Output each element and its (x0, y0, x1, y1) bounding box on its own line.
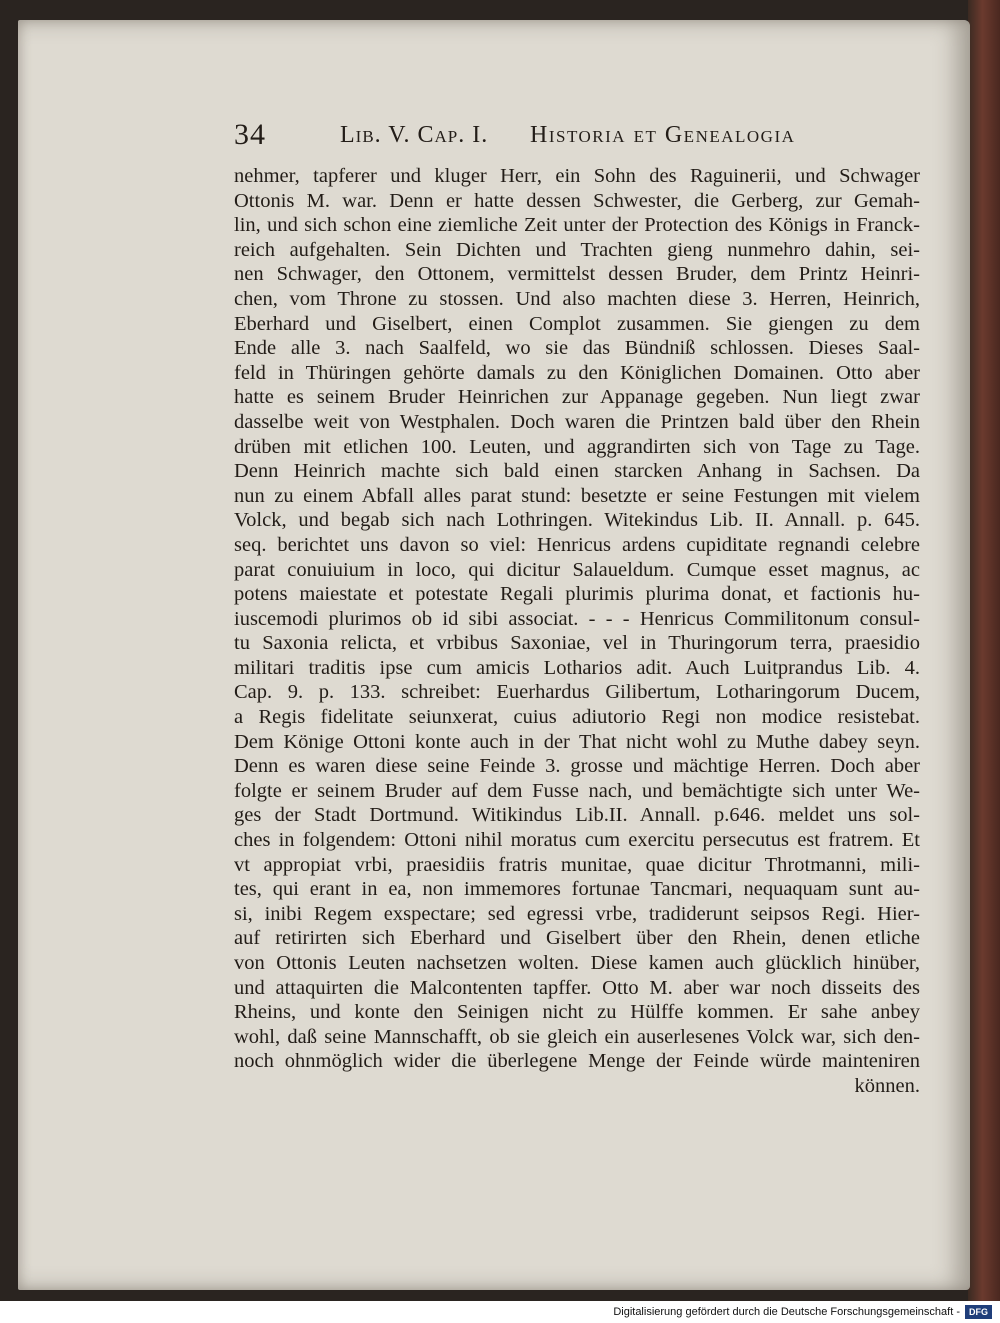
text-line: nehmer, tapferer und kluger Herr, ein Sohn des Raguinerii, und Schwager (234, 165, 920, 187)
running-title: Historia et Genealogia (530, 122, 796, 148)
text-line: Ottonis M. war. Denn er hatte dessen Schwester, die Gerberg, zur Gemah- (234, 189, 920, 212)
book-binding-edge (968, 0, 1000, 1301)
text-line: ges der Stadt Dortmund. Witikindus Lib.II. Annall. p.646. meldet uns sol- (234, 804, 920, 827)
text-line: chen, vom Throne zu stossen. Und also machten diese 3. Herren, Heinrich, (234, 287, 920, 310)
text-line: auf retirirten sich Eberhard und Giselbert über den Rhein, denen etliche (234, 927, 920, 950)
text-line: iuscemodi plurimos ob id sibi associat. - - - Henricus Commilitonum consul- (234, 607, 920, 630)
text-line: hatte es seinem Bruder Heinrichen zur Appanage gegeben. Nun liegt zwar (234, 386, 920, 409)
funding-credit: Digitalisierung gefördert durch die Deutsche Forschungsgemeinschaft - (613, 1306, 960, 1318)
text-line: Rheins, und konte den Seinigen nicht zu Hülffe kommen. Er sahe anbey (234, 1001, 920, 1024)
text-line: potens maiestate et potestate Regali plurimis plurima donat, et factionis hu- (234, 583, 920, 606)
text-line: Dem Könige Ottoni konte auch in der That nicht wohl zu Muthe dabey seyn. (234, 730, 920, 753)
text-line: Eberhard und Giselbert, einen Complot zusammen. Sie giengen zu dem (234, 312, 920, 335)
text-line: nen Schwager, den Ottonem, vermittelst dessen Bruder, dem Printz Heinri- (234, 263, 920, 286)
text-line: si, inibi Regem exspectare; sed egressi vrbe, tradiderunt seipsos Regi. Hier- (234, 902, 920, 925)
text-line: parat conuiuium in loco, qui dicitur Salaueldum. Cumque esset magnus, ac (234, 558, 920, 581)
page-number: 34 (234, 118, 266, 151)
text-line: militari traditis ipse cum amicis Lotharios adit. Auch Luitprandus Lib. 4. (234, 656, 920, 679)
chapter-reference: Lib. V. Cap. I. (340, 122, 489, 148)
text-line: feld in Thüringen gehörte damals zu den Königlichen Domainen. Otto aber (234, 361, 920, 384)
body-text (234, 164, 920, 1099)
text-line: Volck, und begab sich nach Lothringen. Witekindus Lib. II. Annall. p. 645. (234, 509, 920, 532)
text-line: reich aufgehalten. Sein Dichten und Trachten gieng nunmehro dahin, sei- (234, 238, 920, 261)
text-line: Cap. 9. p. 133. schreibet: Euerhardus Gilibertum, Lotharingorum Ducem, (234, 681, 920, 704)
text-line: Denn es waren diese seine Feinde 3. grosse und mächtige Herren. Doch aber (234, 755, 920, 778)
text-line: a Regis fidelitate seiunxerat, cuius adiutorio Regi non modice resistebat. (234, 706, 920, 729)
catchword: können. (854, 1074, 920, 1097)
text-line: seq. berichtet uns davon so viel: Henricus ardens cupiditate regnandi celebre (234, 533, 920, 556)
text-line: wohl, daß seine Mannschafft, ob sie gleich ein auserlesenes Volck war, sich den- (234, 1025, 920, 1048)
text-line: folgte er seinem Bruder auf dem Fusse nach, und bemächtigte sich unter We- (234, 779, 920, 802)
running-head (234, 118, 824, 158)
text-line: und attaquirten die Malcontenten tapffer. Otto M. aber war noch disseits des (234, 976, 920, 999)
text-line: lin, und sich schon eine ziemliche Zeit unter der Protection des Königs in Franck- (234, 214, 920, 237)
dfg-logo: DFG (965, 1305, 992, 1319)
text-line: ches in folgendem: Ottoni nihil moratus cum exercitu persecutus est fratrem. Et (234, 829, 920, 852)
text-line: von Ottonis Leuten nachsetzen wolten. Diese kamen auch glücklich hinüber, (234, 952, 920, 974)
text-line: vt appropiat vrbi, praesidiis fratris munitae, quae dicitur Throtmanni, mili- (234, 853, 920, 876)
text-line: noch ohnmöglich wider die überlegene Menge der Feinde würde mainteniren (234, 1050, 920, 1073)
text-line: Ende alle 3. nach Saalfeld, wo sie das Bündniß schlossen. Dieses Saal- (234, 337, 920, 360)
footer-bar (0, 1301, 1000, 1323)
text-line: tes, qui erant in ea, non immemores fortunae Tancmari, nequaquam sunt au- (234, 878, 920, 901)
text-line: tu Saxonia relicta, et vrbibus Saxoniae, vel in Thuringorum terra, praesidio (234, 632, 920, 655)
text-line: Denn Heinrich machte sich bald einen starcken Anhang in Sachsen. Da (234, 460, 920, 483)
text-line: drüben mit etlichen 100. Leuten, und aggrandirten sich von Tage zu Tage. (234, 435, 920, 458)
text-line: dasselbe weit von Westphalen. Doch waren die Printzen bald über den Rhein (234, 410, 920, 433)
text-line: nun zu einem Abfall alles parat stund: besetzte er seine Festungen mit vielem (234, 484, 920, 507)
